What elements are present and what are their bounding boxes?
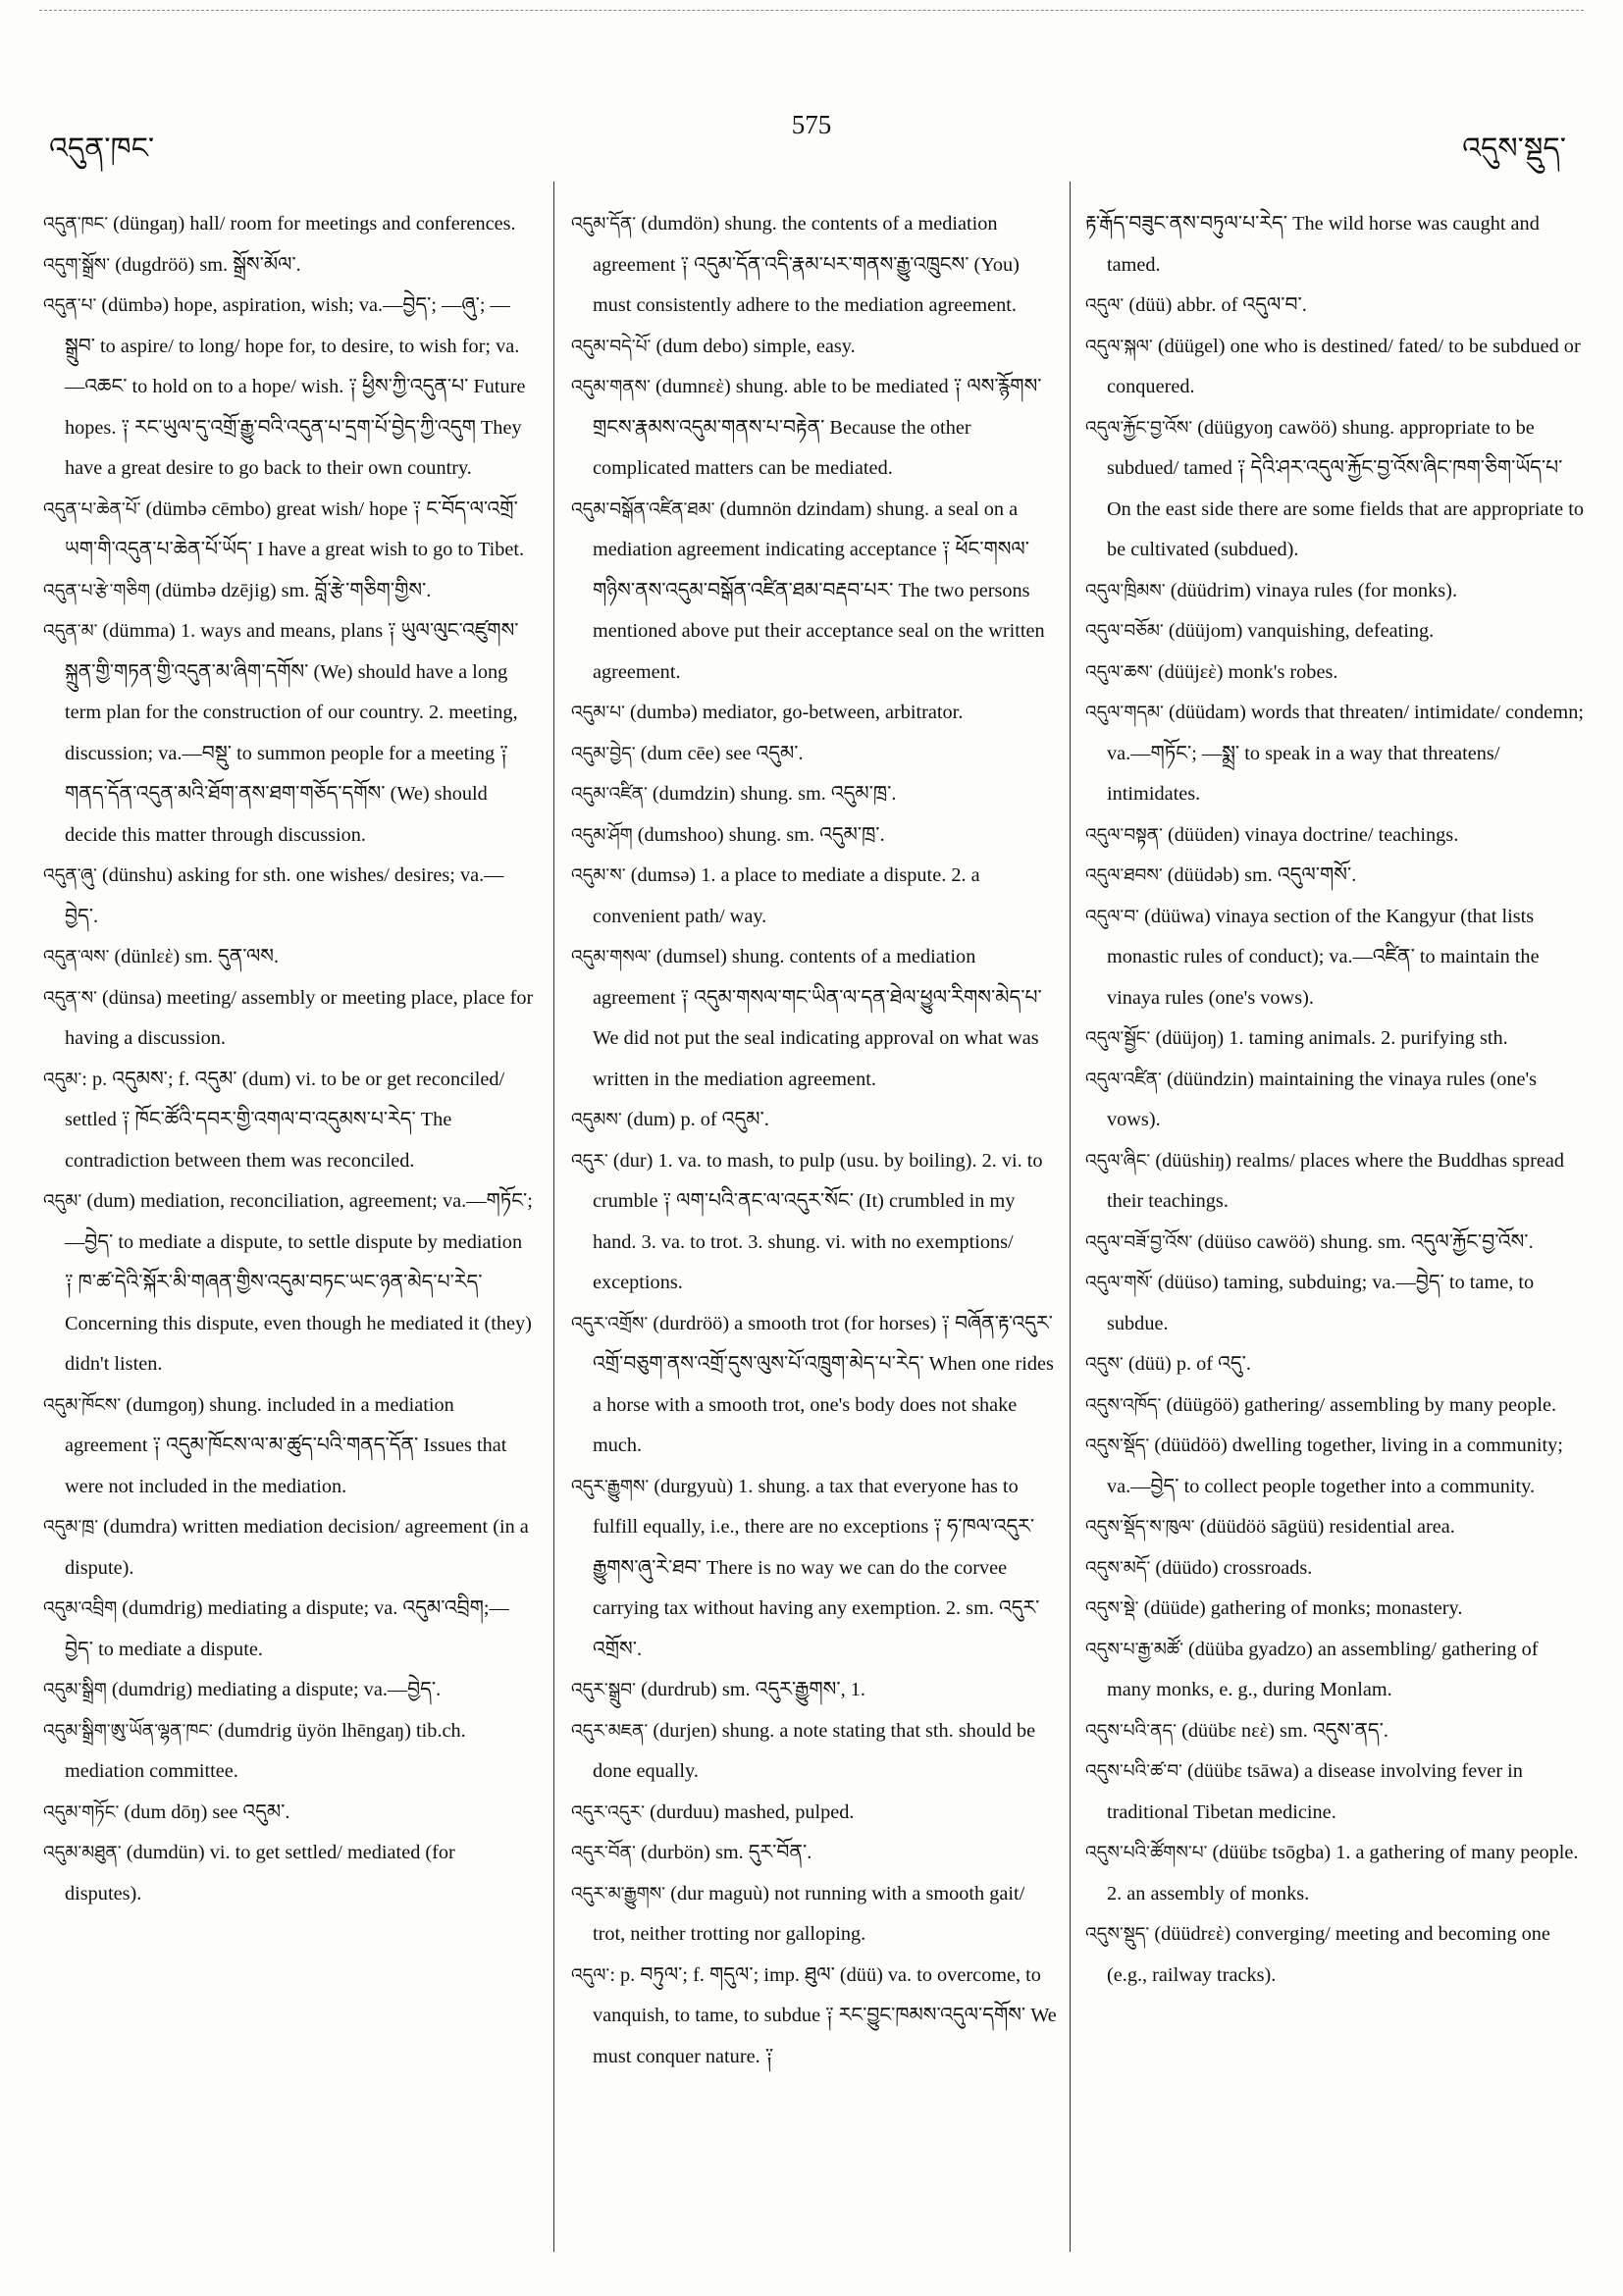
headword: འདུས་མདོ་ [1085, 1557, 1151, 1579]
definition: (düüjoŋ) 1. taming animals. 2. purifying sth. [1150, 1027, 1508, 1049]
definition: (dum cēe) see འདུམ་. [635, 742, 804, 764]
headword: འདུན་ཁང་ [43, 214, 109, 235]
headword: འདུར་འདུར་ [571, 1801, 645, 1823]
headword: འདུན་པ་ཆེན་པོ་ [43, 498, 141, 520]
headword: འདུལ་འཛིན་ [1085, 1069, 1162, 1090]
definition: (düübε nεὲ) sm. འདུས་ནད་. [1177, 1719, 1388, 1742]
definition: (dum) mediation, reconciliation, agreement; va.—གཏོང་; —བྱེད་ to mediate a dispute, to settle dispute by mediation ༑ ཁ་ཚ་དེའི་སྐོར་མི་གཞན་གྱིས་འདུམ་བཏང་ཡང་ཉན་མེད་པ་རེད་ Concerning this dispute, even though he mediated it (they) didn't listen. [65, 1190, 533, 1375]
definition: (dumsə) 1. a place to mediate a dispute. 2. a convenient path/ way. [593, 864, 980, 927]
definition: (düüshiŋ) realms/ places where the Buddhas spread their teachings. [1107, 1149, 1565, 1212]
dictionary-entry [1085, 571, 1586, 612]
headword: འདུར་རྒྱུགས་ [571, 1476, 650, 1497]
headword: འདུལ་ཞིང་ [1085, 1150, 1151, 1172]
definition: (dümbə) hope, aspiration, wish; va.—བྱེད་; —ཞུ་; —སྒྲུབ་ to aspire/ to long/ hope for, to desire, to wish for; va.—འཆང་ to hold on to a hope/ wish. ༑ ཕྱིས་ཀྱི་འདུན་པ་ Future hopes. ༑ རང་ཡུལ་དུ་འགྲོ་རྒྱུ་བའི་འདུན་པ་དྲག་པོ་བྱེད་ཀྱི་འདུག They have a great desire to go back to their own country. [65, 294, 526, 479]
headword: འདུལ་བཟོ་བྱ་འོས་ [1085, 1231, 1193, 1253]
headword: འདུམ་ [43, 1069, 82, 1090]
headword: འདུམ་བསྒོན་འཛིན་ཐམ་ [571, 498, 715, 520]
headword: འདུན་པ་རྩེ་གཅིག [43, 580, 151, 601]
definition: (düüjεὲ) monk's robes. [1152, 660, 1338, 683]
headword: འདུར་ [571, 1150, 608, 1172]
definition: (düüde) gathering of monks; monastery. [1138, 1597, 1463, 1619]
definition: (dümbə cēmbo) great wish/ hope ༑ ང་བོད་ལ་འགྲོ་ཡག་གི་འདུན་པ་ཆེན་པོ་ཡོད་ I have a great wish to go to Tibet. [65, 497, 525, 560]
dictionary-entry [1085, 408, 1586, 571]
dictionary-entry [43, 856, 534, 937]
headword: འདུར་མཇན་ [571, 1720, 649, 1742]
definition: (dumnεὲ) shung. able to be mediated ༑ ལས་རྙོགས་གྲངས་རྣམས་འདུམ་གནས་པ་བརྟེན་ Because the other complicated matters can be mediated. [593, 376, 1042, 479]
headword: འདུལ་ [1085, 295, 1125, 316]
headword: འདུམ་འཛིན་ [571, 784, 648, 805]
top-border [39, 10, 1584, 11]
headword: འདུར་འགྲོས་ [571, 1313, 649, 1334]
dictionary-entry [1085, 1223, 1586, 1264]
definition: (dumdön) shung. the contents of a mediation agreement ༑ འདུམ་དོན་འདི་རྣམ་པར་གནས་རྒྱུ་འཁྲུངས་ (You) must consistently adhere to the mediation agreement. [593, 213, 1020, 316]
dictionary-entry [1085, 1426, 1586, 1507]
dictionary-entry [43, 1507, 534, 1589]
page-number: 575 [791, 110, 832, 139]
definition: (dümma) 1. ways and means, plans ༑ ཡུལ་ལུང་འཛུགས་སྐྲུན་གྱི་གཏན་གྱི་འདུན་མ་ཞིག་དགོས་ (We) should have a long term plan for the construction of our country. 2. meeting, discussion; va.—བསྡུ་ to summon people for a meeting ༑ གནད་དོན་འདུན་མའི་ཐོག་ནས་ཐག་གཅོད་དགོས་ (We) should decide this matter through discussion. [65, 620, 519, 846]
dictionary-entry [1085, 204, 1586, 286]
dictionary-entry [43, 1385, 534, 1508]
dictionary-entry [43, 1670, 534, 1711]
headword: འདུས་པའི་ཚོགས་པ་ [1085, 1843, 1208, 1863]
definition: (dur maguù) not running with a smooth gait/ trot, neither trotting nor galloping. [593, 1882, 1025, 1945]
dictionary-entry [1085, 1060, 1586, 1141]
dictionary-entry [43, 1711, 534, 1793]
definition: (düübε tsōgba) 1. a gathering of many people. 2. an assembly of monks. [1107, 1842, 1579, 1905]
dictionary-entry [43, 490, 534, 571]
headword: འདུལ་གདམ་ [1085, 703, 1164, 723]
headword: འདུལ་ཐབས་ [1085, 865, 1163, 886]
headword: འདུན་ཞུ་ [43, 865, 97, 886]
column-divider [1070, 182, 1071, 2252]
dictionary-entry [43, 611, 534, 856]
headword: འདུན་པ་ [43, 295, 97, 316]
headword: འདུམ་གསལ་ [571, 947, 652, 967]
definition: (düügyoŋ cawöö) shung. appropriate to be subdued/ tamed ༑ དེའི་ཤར་འདུལ་རྐྱོང་བྱ་འོས་ཞིང་ཁག་ཅིག་ཡོད་པ་ On the east side there are some fields that are appropriate to be cultivated (subdued). [1107, 416, 1584, 560]
headword: འདུག་སྒྲོས་ [43, 254, 111, 276]
definition: (düüdəb) sm. འདུལ་གསོ་. [1162, 864, 1357, 886]
definition: (durduu) mashed, pulped. [645, 1800, 855, 1823]
definition: : p. བཏུལ་; f. གདུལ་; imp. ཐུལ་ (düü) va. to overcome, to vanquish, to tame, to subdue ༑ རང་བྱུང་ཁམས་འདུལ་དགོས་ We must conquer nature. ༑ [593, 1963, 1057, 2067]
dictionary-entry [1085, 1018, 1586, 1060]
definition: (düüso) taming, subduing; va.—བྱེད་ to tame, to subdue. [1107, 1272, 1535, 1334]
definition: (dumsel) shung. contents of a mediation agreement ༑ འདུམ་གསལ་གང་ཡིན་ལ་དན་ཐེལ་ཕྱུལ་རིགས་མེད་པ་ We did not put the seal indicating approval on what was written in the mediation agreement. [593, 946, 1042, 1090]
dictionary-entry [1085, 1589, 1586, 1630]
dictionary-entry [1085, 327, 1586, 408]
headword: འདུས་སྡོད་ [1085, 1435, 1150, 1456]
definition: (dumshoo) shung. sm. འདུམ་ཁྲ་. [632, 823, 885, 846]
dictionary-entry [571, 937, 1062, 1100]
headword: འདུམ་སྒྲིག་ཨུ་ཡོན་ལྷན་ཁང་ [43, 1720, 213, 1742]
headword: འདུལ་གསོ་ [1085, 1273, 1153, 1293]
definition: (durdrub) sm. འདུར་རྒྱུགས་, 1. [636, 1679, 865, 1700]
definition: (dumbə) mediator, go-between, arbitrator. [624, 702, 964, 723]
definition: (durbön) sm. དུར་བོན་. [635, 1842, 812, 1863]
definition: (durjen) shung. a note stating that sth. should be done equally. [593, 1719, 1036, 1782]
headword: འདུམ་ས་ [571, 865, 626, 886]
headword: འདུལ་བསྟན་ [1085, 824, 1163, 846]
column-divider [553, 182, 554, 2252]
definition: (düü) abbr. of འདུལ་བ་. [1124, 294, 1307, 316]
headword: འདུམ་གཏོང་ [43, 1801, 120, 1823]
headword: འདུལ་རྐྱོང་བྱ་འོས་ [1085, 417, 1193, 439]
definition: (düüdrim) vinaya rules (for monks). [1165, 579, 1458, 601]
dictionary-entry [43, 1060, 534, 1182]
definition: (düüdöö sāgüü) residential area. [1194, 1516, 1455, 1538]
definition: (dumdrig üyön lhēngaŋ) tib.ch. mediation committee. [65, 1719, 466, 1782]
headword: འདུས་སྡུད་ [1085, 1924, 1150, 1945]
dictionary-entry [571, 693, 1062, 734]
headword: འདུམས་ [571, 1110, 622, 1130]
headword: འདུམ་བདེ་པོ་ [571, 336, 652, 357]
definition: (düüdo) crossroads. [1150, 1556, 1313, 1579]
running-head-right: འདུས་སྡུད་ [1462, 132, 1566, 165]
definition: (dumgoŋ) shung. included in a mediation agreement ༑ འདུམ་ཁོངས་ལ་མ་ཚུད་པའི་གནད་དོན་ Issues that were not included in the mediation. [65, 1393, 507, 1497]
definition: : p. འདུམས་; f. འདུམ་ (dum) vi. to be or get reconciled/ settled ༑ ཁོང་ཚོའི་དབར་གྱི་འགལ་བ་འདུམས་པ་རེད་ The contradiction between them was reconciled. [65, 1068, 505, 1172]
headword: འདུམ་མཐུན་ [43, 1843, 122, 1863]
dictionary-column-3 [1085, 204, 1586, 1996]
definition: (düngaŋ) hall/ room for meetings and conferences. [108, 213, 516, 235]
dictionary-entry [571, 856, 1062, 937]
headword: འདུལ་ཆས་ [1085, 661, 1153, 683]
dictionary-entry [571, 1874, 1062, 1956]
headword: འདུམ་གནས་ [571, 377, 651, 397]
dictionary-entry [571, 367, 1062, 490]
dictionary-entry [1085, 897, 1586, 1019]
headword: འདུས་འཁོད་ [1085, 1394, 1162, 1416]
dictionary-entry [571, 1467, 1062, 1671]
definition: (dum dōŋ) see འདུམ་. [119, 1800, 290, 1823]
definition: (dum) p. of འདུམ་. [621, 1109, 769, 1130]
dictionary-entry [571, 774, 1062, 815]
headword: འདུལ་བཅོམ་ [1085, 621, 1164, 642]
dictionary-entry [1085, 1711, 1586, 1752]
dictionary-entry [1085, 1141, 1586, 1223]
dictionary-entry [1085, 286, 1586, 327]
definition: (düüjom) vanquishing, defeating. [1163, 620, 1435, 642]
dictionary-entry [571, 1793, 1062, 1834]
dictionary-entry [43, 1833, 534, 1914]
dictionary-entry [43, 245, 534, 287]
dictionary-entry [43, 286, 534, 490]
definition: (durgyuù) 1. shung. a tax that everyone has to fulfill equally, i.e., there are no exceptions ༑ ཧ་ཁལ་འདུར་རྒྱུགས་ཞུ་རེ་ཐབ་ There is no way we can do the corvee carrying tax without having any exemption. 2. sm. འདུར་འགྲོས་. [593, 1475, 1040, 1660]
definition: (düüwa) vinaya section of the Kangyur (that lists monastic rules of conduct); va.—འཛིན་ to maintain the vinaya rules (one's vows). [1107, 905, 1540, 1009]
dictionary-entry [571, 734, 1062, 775]
definition: (düügel) one who is destined/ fated/ to be subdued or conquered. [1107, 335, 1581, 397]
definition: (düü) p. of འདུ་. [1123, 1353, 1251, 1375]
headword: འདུམ་སྒྲིག [43, 1680, 107, 1700]
dictionary-entry [43, 1793, 534, 1834]
headword: འདུམ་ཤོག [571, 824, 633, 846]
definition: (düüso cawöö) shung. sm. འདུལ་རྐྱོང་བྱ་འོས་. [1192, 1230, 1534, 1253]
dictionary-entry [1085, 1263, 1586, 1344]
definition: (dumdra) written mediation decision/ agreement (in a dispute). [65, 1516, 529, 1579]
definition: (düübε tsāwa) a disease involving fever in traditional Tibetan medicine. [1107, 1760, 1523, 1823]
definition: (dur) 1. va. to mash, to pulp (usu. by boiling). 2. vi. to crumble ༑ ལག་པའི་ནང་ལ་འདུར་སོང་ (It) crumbled in my hand. 3. va. to trot. 3. shung. vi. with no exemptions/ exceptions. [593, 1149, 1043, 1293]
dictionary-entry [43, 937, 534, 978]
dictionary-entry [43, 1181, 534, 1385]
headword: འདུར་བོན་ [571, 1843, 636, 1863]
headword: འདུར་སྒྲུབ་ [571, 1680, 637, 1700]
definition: (dünshu) asking for sth. one wishes/ desires; va.—བྱེད་. [65, 864, 504, 927]
dictionary-column-2 [571, 204, 1062, 2077]
headword: འདུལ་སྦྱོང་ [1085, 1028, 1151, 1049]
running-head-left: འདུན་ཁང་ [49, 132, 155, 165]
headword: འདུས་སྡེ་ [1085, 1598, 1139, 1619]
headword: འདུམ་ཁོངས་ [43, 1394, 122, 1416]
definition: (dumdün) vi. to get settled/ mediated (for disputes). [65, 1842, 455, 1905]
dictionary-entry [1085, 611, 1586, 652]
definition: (düüdrεὲ) converging/ meeting and becoming one (e.g., railway tracks). [1107, 1923, 1550, 1986]
headword: འདུས་ [1085, 1354, 1124, 1375]
headword: འདུས་པའི་ཚ་བ་ [1085, 1761, 1182, 1782]
dictionary-entry [43, 571, 534, 612]
headword: འདུལ་ཁྲིམས་ [1085, 580, 1166, 601]
dictionary-entry [1085, 1507, 1586, 1548]
headword: འདུམ་འབྲིག [43, 1598, 118, 1619]
dictionary-entry [1085, 1385, 1586, 1427]
headword: འདུམ་ཁྲ་ [43, 1517, 99, 1538]
definition: (düündzin) maintaining the vinaya rules (one's vows). [1107, 1068, 1538, 1130]
headword: འདུན་མ་ [43, 621, 98, 642]
definition: (dümbə dzējig) sm. བློ་རྩེ་གཅིག་གྱིས་. [150, 579, 432, 601]
headword: འདུལ་སྐལ་ [1085, 336, 1153, 357]
dictionary-entry [1085, 1751, 1586, 1833]
headword: འདུས་པའི་ནད་ [1085, 1720, 1178, 1742]
dictionary-entry [571, 815, 1062, 857]
definition: (dumnön dzindam) shung. a seal on a mediation agreement indicating acceptance ༑ ཕོང་གསལ་གཉིས་ནས་འདུམ་བསྒོན་འཛིན་ཐམ་བརྡབ་པར་ The two persons mentioned above put their acceptance seal on the written agreement. [593, 497, 1045, 683]
dictionary-entry [571, 1304, 1062, 1467]
dictionary-entry [1085, 1548, 1586, 1590]
dictionary-entry [571, 1670, 1062, 1711]
definition: (dumdzin) shung. sm. འདུམ་ཁྲ་. [647, 783, 897, 805]
headword: འདུལ་བ་ [1085, 906, 1140, 927]
dictionary-entry [1085, 1344, 1586, 1385]
definition: (dum debo) simple, easy. [651, 335, 856, 357]
definition: (düüdam) words that threaten/ intimidate/ condemn; va.—གཏོང་; —སྨྲ་ to speak in a way that threatens/ intimidates. [1107, 702, 1584, 805]
dictionary-entry [1085, 1630, 1586, 1711]
definition: (düüba gyadzo) an assembling/ gathering of many monks, e. g., during Monlam. [1107, 1638, 1539, 1700]
headword: འདུམ་དོན་ [571, 214, 637, 235]
dictionary-entry [1085, 1914, 1586, 1996]
dictionary-entry [571, 327, 1062, 368]
dictionary-entry [1085, 856, 1586, 897]
dictionary-entry [1085, 693, 1586, 815]
dictionary-entry [1085, 652, 1586, 694]
headword: འདུན་ལས་ [43, 947, 110, 967]
definition: (düügöö) gathering/ assembling by many people. [1161, 1393, 1557, 1416]
definition: (dumdrig) mediating a dispute; va.—བྱེད་. [106, 1679, 442, 1700]
dictionary-entry [571, 204, 1062, 327]
dictionary-column-1 [43, 204, 534, 1914]
dictionary-entry [43, 1589, 534, 1670]
dictionary-entry [571, 1833, 1062, 1874]
definition: (düüden) vinaya doctrine/ teachings. [1162, 823, 1459, 846]
headword: འདུས་སྡོད་ས་ཁུལ་ [1085, 1517, 1195, 1538]
dictionary-entry [571, 1956, 1062, 2078]
definition: (dünsa) meeting/ assembly or meeting place, place for having a discussion. [65, 986, 534, 1049]
dictionary-entry [571, 490, 1062, 694]
headword: འདུམ་ [43, 1191, 82, 1212]
dictionary-entry [571, 1141, 1062, 1304]
headword: འདུར་མ་རྒྱུགས་ [571, 1883, 666, 1905]
definition: (dugdröö) sm. སྒྲོས་མོལ་. [110, 253, 301, 276]
headword: འདུལ་ [571, 1964, 610, 1986]
headword: འདུམ་བྱེད་ [571, 743, 636, 764]
headword: འདུན་ས་ [43, 987, 97, 1009]
dictionary-entry [43, 978, 534, 1060]
headword: འདུས་པ་རྒྱ་མཚོ་ [1085, 1639, 1183, 1660]
definition: (düüdöö) dwelling together, living in a community; va.—བྱེད་ to collect people together into a community. [1107, 1435, 1563, 1497]
dictionary-entry [43, 204, 534, 245]
dictionary-entry [1085, 1833, 1586, 1914]
definition: རྟ་རྒོད་བཟུང་ནས་བཏུལ་པ་རེད་ The wild horse was caught and tamed. [1085, 213, 1540, 276]
definition: (dünlεὲ) sm. དུན་ལས. [109, 946, 280, 967]
dictionary-entry [571, 1100, 1062, 1141]
dictionary-entry [1085, 815, 1586, 857]
dictionary-entry [571, 1711, 1062, 1793]
definition: (durdröö) a smooth trot (for horses) ༑ བཞོན་རྟ་འདུར་འགྲོ་བཅུག་ནས་འགྲོ་དུས་ལུས་པོ་འཁྲུག་མེད་པ་རེད་ When one rides a horse with a smooth trot, one's body does not shake much. [593, 1312, 1054, 1456]
definition: (dumdrig) mediating a dispute; va. འདུམ་འབྲིག;—བྱེད་ to mediate a dispute. [65, 1597, 509, 1660]
headword: འདུམ་པ་ [571, 703, 625, 723]
